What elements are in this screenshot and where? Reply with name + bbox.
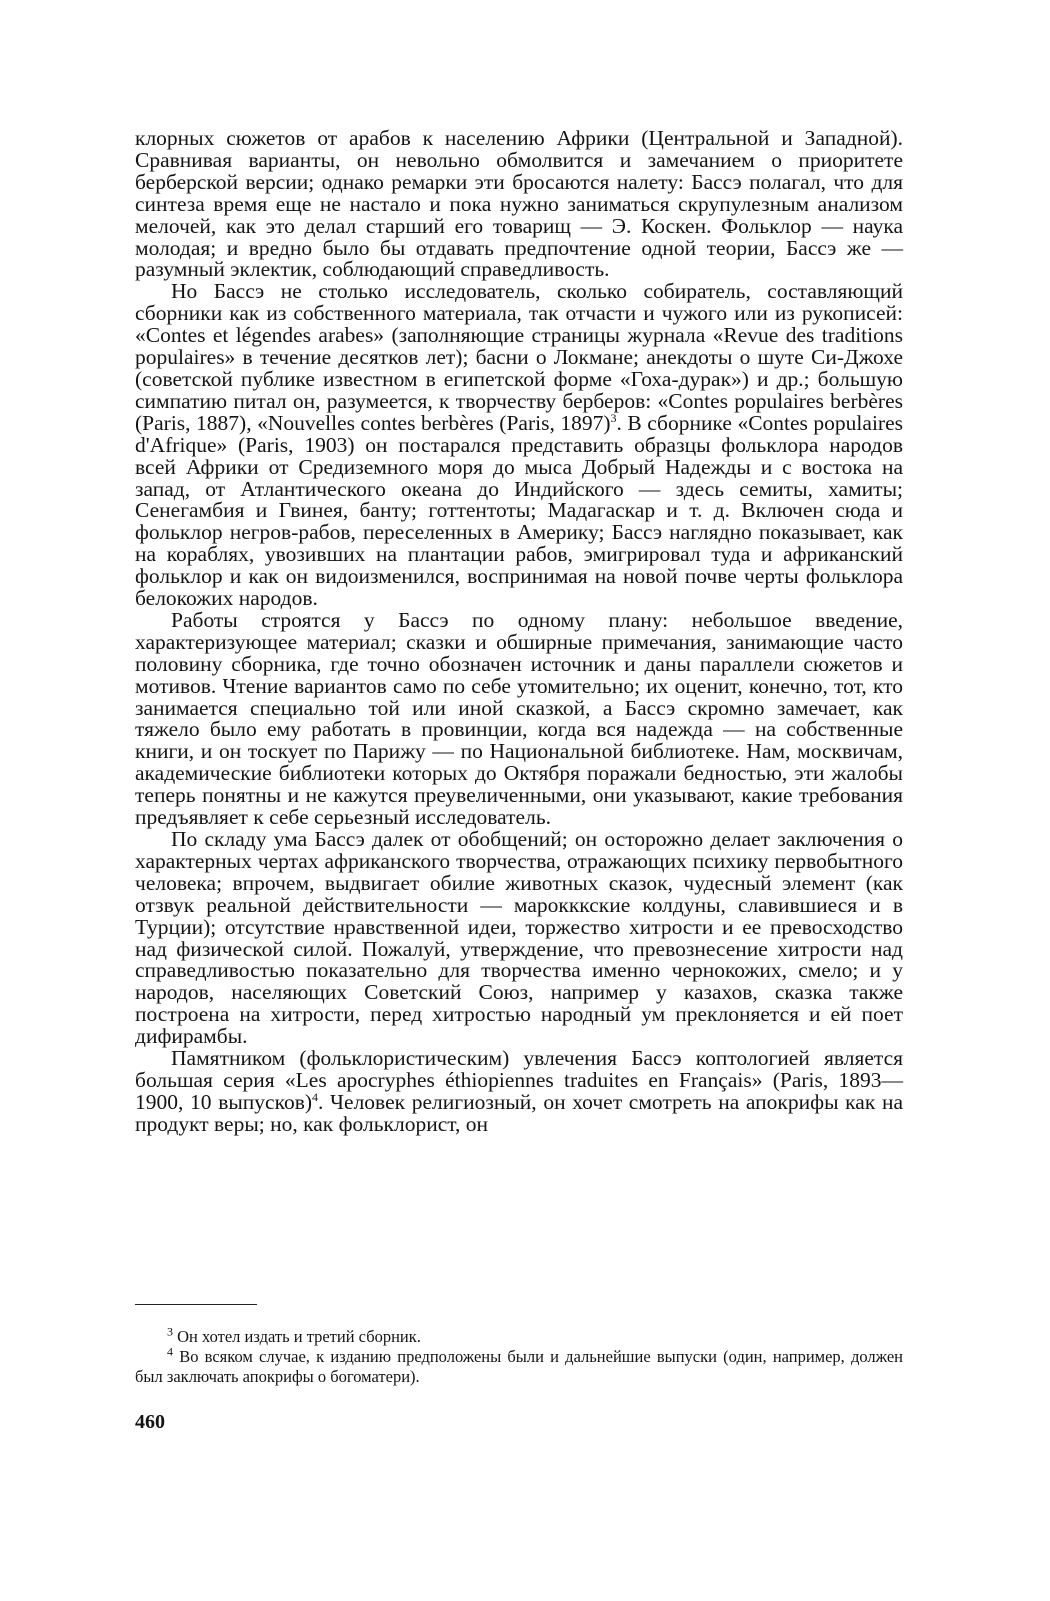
paragraph-2-continued: . В сборнике «Contes populaires d'Afrique» (Paris, 1903) он постарался представить образцы фольклора народов всей Африки от Средиземного моря до мыса Добрый Надежды и с востока на запад, от Атлантического океана до Индийского — здесь семиты, хамиты; Сенегамбия и Гвинея, банту; готтентоты; Мадагаскар и т. д. Включен сюда и фольклор негров-рабов, переселенных в Америку; Бассэ наглядно показывает, как на кораблях, увозивших на плантации рабов, эмигрировал туда и африканский фольклор и как он видоизменился, воспринимая на новой почве черты фольклора белокожих народов. xyxy=(135,410,903,611)
footnotes xyxy=(135,1304,903,1387)
paragraph-5-text: Памятником (фольклористическим) увлечения Бассэ коптологией является большая серия «Les apocryphes éthiopiennes traduites en Français» (Paris, 1893—1900, 10 выпусков) xyxy=(135,1046,903,1114)
footnote-4 xyxy=(135,1344,904,1387)
paragraph-3: Работы строятся у Бассэ по одному плану: небольшое введение, характеризующее материал; сказки и обширные примечания, занимающие часто половину сборника, где точно обозначен источник и даны параллели сюжетов и мотивов. Чтение вариантов само по себе утомительно; их оценит, конечно, тот, кто занимается специально той или иной сказкой, а Бассэ скромно замечает, как тяжело было ему работать в провинции, когда вся надежда — на собственные книги, и он тоскует по Парижу — по Национальной библиотеке. Нам, москвичам, академические библиотеки которых до Октября поражали бедностью, эти жалобы теперь понятны и не кажутся преувеличенными, они указывают, какие требования предъявляет к себе серьезный исследователь. xyxy=(135,607,903,830)
paragraph-2-text: Но Бассэ не столько исследователь, сколько собиратель, составляющий сборники как из собственного материала, так отчасти и чужого или из рукописей: «Contes et légendes arabes» (заполняющие страницы журнала «Revue des traditions populaires» в течение десятков лет); басни о Локмане; анекдоты о шуте Си-Джохе (советской публике известном в египетской форме «Гоха-дурак») и др.; большую симпатию питал он, разумеется, к творчеству берберов: «Contes populaires berbères (Paris, 1887), «Nouvelles contes berbères (Paris, 1897) xyxy=(135,279,903,435)
footnote-ref-3[interactable]: 3 xyxy=(610,410,617,425)
paragraph-2 xyxy=(135,281,903,610)
footnote-3 xyxy=(135,1324,903,1347)
footnote-ref-4[interactable]: 4 xyxy=(312,1089,319,1104)
footnote-3-text: Он хотел издать и третий сборник. xyxy=(177,1327,421,1346)
paragraph-5-continued: . Человек религиозный, он хочет смотреть на апокрифы как на продукт веры; но, как фольклорист, он xyxy=(135,1089,903,1136)
footnote-mark-3: 3 xyxy=(167,1324,173,1339)
paragraph-1: клорных сюжетов от арабов к населению Африки (Центральной и Западной). Сравнивая варианты, он невольно обмолвится и замечанием о приоритете берберской версии; однако ремарки эти бросаются налету: Бассэ полагал, что для синтеза время еще не настало и пока нужно заниматься скрупулезным анализом мелочей, как это делал старший его товарищ — Э. Коскен. Фольклор — наука молодая; и вредно было бы отдавать предпочтение одной теории, Бассэ же — разумный эклектик, соблюдающий справедливость. xyxy=(135,126,903,282)
paragraph-5 xyxy=(135,1048,903,1136)
page-body xyxy=(135,128,903,1136)
footnote-4-text: Во всяком случае, к изданию предположены были и дальнейшие выпуски (один, например, должен был заключать апокрифы о богоматери). xyxy=(135,1347,904,1386)
footnote-divider xyxy=(135,1304,257,1305)
paragraph-4: По складу ума Бассэ далек от обобщений; он осторожно делает заключения о характерных чертах африканского творчества, отражающих психику первобытного человека; впрочем, выдвигает обилие животных сказок, чудесный элемент (как отзвук реальной действительности — марокккские колдуны, славившиеся и в Турции); отсутствие нравственной идеи, торжество хитрости и ее превосходство над физической силой. Пожалуй, утверждение, что превознесение хитрости над справедливостью показательно для творчества именно чернокожих, смело; и у народов, населяющих Советский Союз, например у казахов, сказка также построена на хитрости, перед хитростью народный ум преклоняется и ей поет дифирамбы. xyxy=(135,827,903,1049)
page-number: 460 xyxy=(135,1411,165,1433)
footnote-mark-4: 4 xyxy=(167,1344,173,1359)
